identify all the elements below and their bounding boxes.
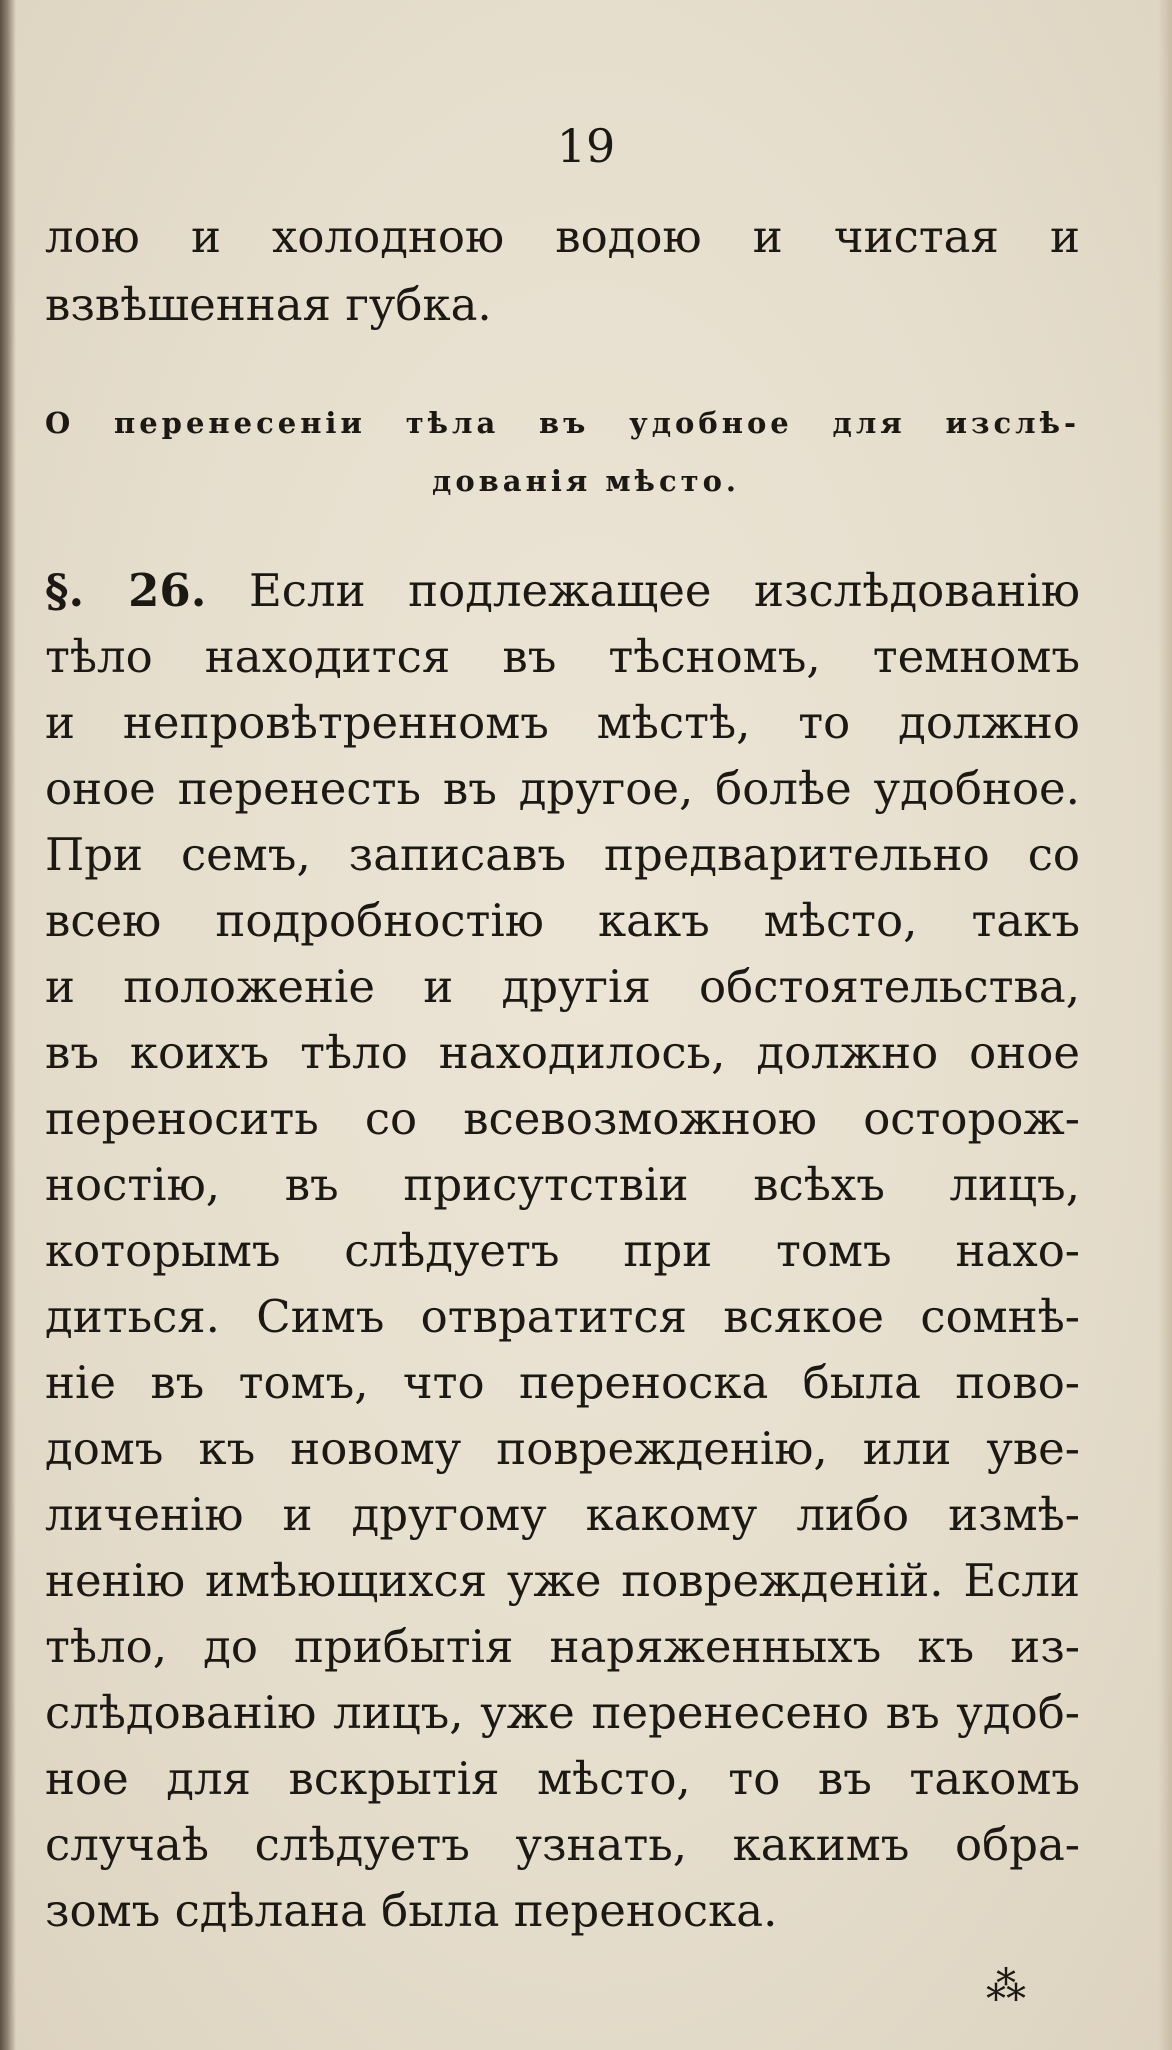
footer-ornament: ⁂: [986, 1964, 1026, 2010]
text-line: ненію имѣющихся уже поврежденій. Если: [45, 1554, 1080, 1607]
text-line: ніе въ томъ, что переноска была пово-: [45, 1356, 1080, 1409]
text-line: личенію и другому какому либо измѣ-: [45, 1488, 1080, 1541]
text-line: ностію, въ присутствіи всѣхъ лицъ,: [45, 1158, 1080, 1211]
text-line: переносить со всевозможною осторож-: [45, 1092, 1080, 1145]
text-line: диться. Симъ отвратится всякое сомнѣ-: [45, 1290, 1080, 1343]
paragraph-first-line-text: Если подлежащее изслѣдованію: [248, 564, 1080, 617]
text-line: взвѣшенная губка.: [45, 278, 492, 331]
text-line: лою и холодною водою и чистая и: [45, 210, 1080, 263]
text-line: случаѣ слѣдуетъ узнать, какимъ обра-: [45, 1818, 1080, 1871]
text-line: При семъ, записавъ предварительно со: [45, 828, 1080, 881]
page-binding-edge: [0, 0, 16, 2050]
page-outer-edge: [1158, 0, 1172, 2050]
text-line: и положеніе и другія обстоятельства,: [45, 960, 1080, 1013]
text-line: и непровѣтренномъ мѣстѣ, то должно: [45, 696, 1080, 749]
section-heading-line-1: О перенесеніи тѣла въ удобное для изслѣ-: [45, 406, 1080, 440]
text-line: которымъ слѣдуетъ при томъ нахо-: [45, 1224, 1080, 1277]
text-line: всею подробностію какъ мѣсто, такъ: [45, 894, 1080, 947]
page-number: 19: [556, 119, 616, 173]
paragraph-last-line: зомъ сдѣлана была переноска.: [45, 1884, 778, 1937]
text-line: ное для вскрытія мѣсто, то въ такомъ: [45, 1752, 1080, 1805]
text-line: въ коихъ тѣло находилось, должно оное: [45, 1026, 1080, 1079]
text-line: оное перенесть въ другое, болѣе удобное.: [45, 762, 1080, 815]
paragraph-first-line: [45, 558, 1080, 624]
text-line: домъ къ новому поврежденію, или уве-: [45, 1422, 1080, 1475]
text-line: слѣдованію лицъ, уже перенесено въ удоб-: [45, 1686, 1080, 1739]
section-number: §. 26.: [45, 564, 207, 617]
text-line: тѣло, до прибытія наряженныхъ къ из-: [45, 1620, 1080, 1673]
text-line: тѣло находится въ тѣсномъ, темномъ: [45, 630, 1080, 683]
section-heading-line-2: дованія мѣсто.: [431, 464, 741, 498]
